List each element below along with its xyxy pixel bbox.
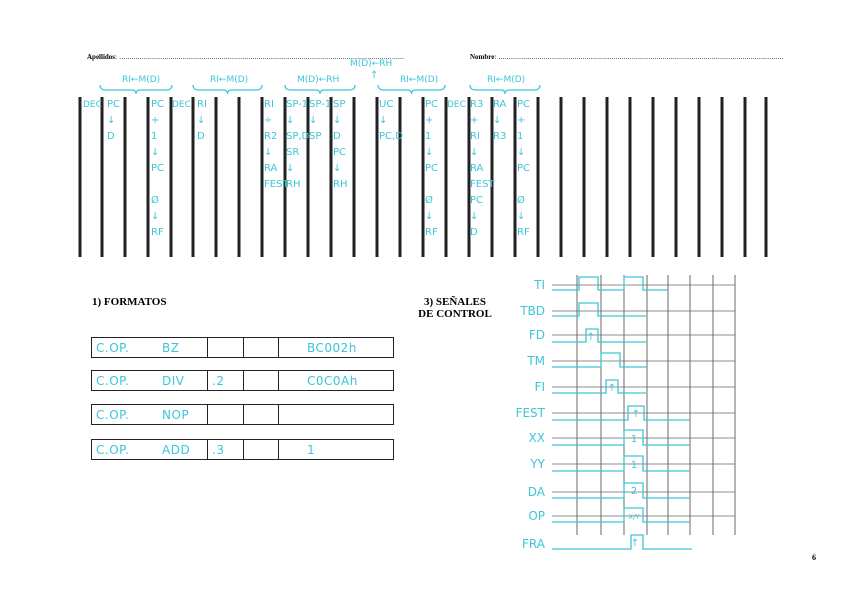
formato-name-cell: DIV <box>162 373 185 388</box>
micro-op-token: ↓ <box>517 211 526 222</box>
micro-op-token: PC <box>517 163 531 174</box>
group-brace <box>285 85 355 94</box>
micro-op-token: Ø <box>517 195 525 206</box>
page-number: 6 <box>812 553 816 562</box>
signal-waveform <box>552 353 646 367</box>
micro-op-token: ↓ <box>517 147 526 158</box>
signal-label: TI <box>534 278 545 292</box>
micro-op-token: ↓ <box>151 211 160 222</box>
micro-op-token: SP-1 <box>286 99 309 110</box>
micro-op-token: SP <box>333 99 346 110</box>
nombre-dots: : ........................................................................................................................................... <box>494 53 784 61</box>
micro-op-token: FEST <box>470 179 495 190</box>
micro-op-token: PC <box>470 195 484 206</box>
formatos-title: 1) FORMATOS <box>92 296 167 308</box>
micro-op-token: RH <box>333 179 348 190</box>
micro-op-token: R3 <box>493 131 507 142</box>
signal-mark: ↑ <box>631 409 641 420</box>
micro-op-token: RI <box>264 99 274 110</box>
micro-op-token: ↓ <box>470 211 479 222</box>
formato-cop-cell: C.OP. <box>96 340 130 355</box>
signal-label: YY <box>530 457 545 471</box>
group-brace <box>470 85 540 94</box>
formato-name-cell: NOP <box>162 407 190 422</box>
micro-op-token: ↓ <box>286 115 295 126</box>
signal-label: DA <box>527 485 545 499</box>
micro-op-token: ↓ <box>197 115 206 126</box>
apellidos-dots: : ........................................................................................................................................... <box>115 53 405 61</box>
signal-label: FEST <box>515 406 545 420</box>
micro-op-token: PC <box>425 99 439 110</box>
senales-title-line1: 3) SEÑALES <box>423 296 487 308</box>
signal-waveform <box>552 535 692 549</box>
signal-label: OP <box>528 509 545 523</box>
micro-op-token: UC <box>379 99 394 110</box>
micro-op-token: RF <box>517 227 530 238</box>
micro-op-token: PC <box>107 99 121 110</box>
micro-op-token: ↓ <box>151 147 160 158</box>
formato-cop-cell: C.OP. <box>96 407 130 422</box>
formato-name-cell: ADD <box>162 442 191 457</box>
micro-op-token: RI <box>470 131 480 142</box>
nombre-label: Nombre: ........................................................................................................................................... <box>470 53 784 61</box>
micro-op-token: ↓ <box>379 115 388 126</box>
micro-op-token: RF <box>151 227 164 238</box>
micro-op-token: ↓ <box>425 211 434 222</box>
formato-name-cell: BZ <box>162 340 180 355</box>
micro-op-token: RA <box>470 163 484 174</box>
micro-op-token: ↓ <box>107 115 116 126</box>
micro-op-token: PC <box>425 163 439 174</box>
micro-op-token: R2 <box>264 131 278 142</box>
dec-label: DEC <box>172 100 191 110</box>
micro-op-token: ↓ <box>286 163 295 174</box>
micro-op-token: PC <box>333 147 347 158</box>
group-brace <box>100 85 172 94</box>
signal-waveform <box>552 456 690 471</box>
micro-op-token: RA <box>493 99 507 110</box>
micro-op-token: ÷ <box>264 115 273 126</box>
micro-op-token: SP-1 <box>309 99 332 110</box>
micro-op-token: + <box>425 115 434 126</box>
micro-op-token: Ø <box>151 195 159 206</box>
micro-op-token: Ø <box>425 195 433 206</box>
control-signals-chronogram <box>0 270 848 590</box>
signal-waveform <box>552 430 690 445</box>
signal-mark: ↑ <box>630 538 640 549</box>
group-label: RI←M(D) <box>122 75 161 85</box>
micro-op-token: PC <box>151 163 165 174</box>
formato-value-cell: BC002h <box>307 340 357 355</box>
micro-op-token: FEST <box>264 179 289 190</box>
micro-op-token: ↓ <box>309 115 318 126</box>
apellidos-label: Apellidos: ........................................................................................................................................... <box>87 53 405 61</box>
formato-cop-cell: C.OP. <box>96 373 130 388</box>
group-brace <box>378 85 445 94</box>
dec-label: DEC <box>447 100 466 110</box>
micro-op-token: + <box>470 115 479 126</box>
micro-op-token: SP,D <box>286 131 310 142</box>
signal-waveform <box>552 508 690 522</box>
micro-op-token: RI <box>197 99 207 110</box>
formato-value-cell: C0C0Ah <box>307 373 358 388</box>
signal-label: FRA <box>522 537 545 551</box>
micro-op-token: PC <box>517 99 531 110</box>
group-brace <box>193 85 262 94</box>
micro-op-token: ↓ <box>333 115 342 126</box>
micro-op-token: SP <box>309 131 322 142</box>
micro-op-token: PC,D <box>379 131 403 142</box>
micro-op-token: + <box>151 115 160 126</box>
group-label: RI←M(D) <box>487 75 526 85</box>
formato-cop-cell: C.OP. <box>96 442 130 457</box>
signal-label: TM <box>527 354 545 368</box>
micro-op-token: RA <box>264 163 278 174</box>
micro-op-token: 1 <box>517 131 524 142</box>
micro-op-token: ↓ <box>264 147 273 158</box>
micro-op-token: ↓ <box>425 147 434 158</box>
micro-op-token: D <box>197 131 205 142</box>
dec-label: DEC <box>83 100 102 110</box>
formato-f1-cell: .3 <box>212 442 225 457</box>
top-group-label: M(D)←RH <box>350 59 393 69</box>
signal-waveform <box>552 483 690 498</box>
signal-label: FD <box>528 328 545 342</box>
micro-op-token: RH <box>286 179 301 190</box>
formato-value-cell: 1 <box>307 442 316 457</box>
formato-f1-cell: .2 <box>212 373 225 388</box>
signal-mark: 1 <box>630 460 638 471</box>
signal-label: TBD <box>520 304 545 318</box>
microprogram-diagram <box>0 0 848 280</box>
signal-mark: 2 <box>630 486 638 497</box>
signal-label: XX <box>528 431 545 445</box>
group-label: M(D)←RH <box>297 75 340 85</box>
micro-op-token: ↓ <box>470 147 479 158</box>
micro-op-token: SR <box>286 147 300 158</box>
micro-op-token: + <box>517 115 526 126</box>
micro-op-token: R3 <box>470 99 484 110</box>
signal-label: FI <box>534 380 545 394</box>
signal-mark: X/Y <box>628 513 640 521</box>
signal-waveform <box>552 380 646 393</box>
signal-mark: 1 <box>630 434 638 445</box>
micro-op-token: ↓ <box>333 163 342 174</box>
group-label: RI←M(D) <box>210 75 249 85</box>
signal-mark: ↑ <box>607 383 617 394</box>
micro-op-token: 1 <box>151 131 158 142</box>
group-label: RI←M(D) <box>400 75 439 85</box>
micro-op-token: PC <box>151 99 165 110</box>
signal-waveform <box>552 277 668 290</box>
micro-op-token: RF <box>425 227 438 238</box>
up-arrow-icon: ↑ <box>370 70 379 81</box>
signal-mark: ↑ <box>586 332 596 343</box>
micro-op-token: ↓ <box>493 115 502 126</box>
signal-waveform <box>552 303 646 316</box>
micro-op-token: D <box>333 131 341 142</box>
senales-title-line2: DE CONTROL <box>418 308 492 320</box>
signal-waveform <box>552 329 646 342</box>
micro-op-token: D <box>107 131 115 142</box>
micro-op-token: D <box>470 227 478 238</box>
micro-op-token: 1 <box>425 131 432 142</box>
